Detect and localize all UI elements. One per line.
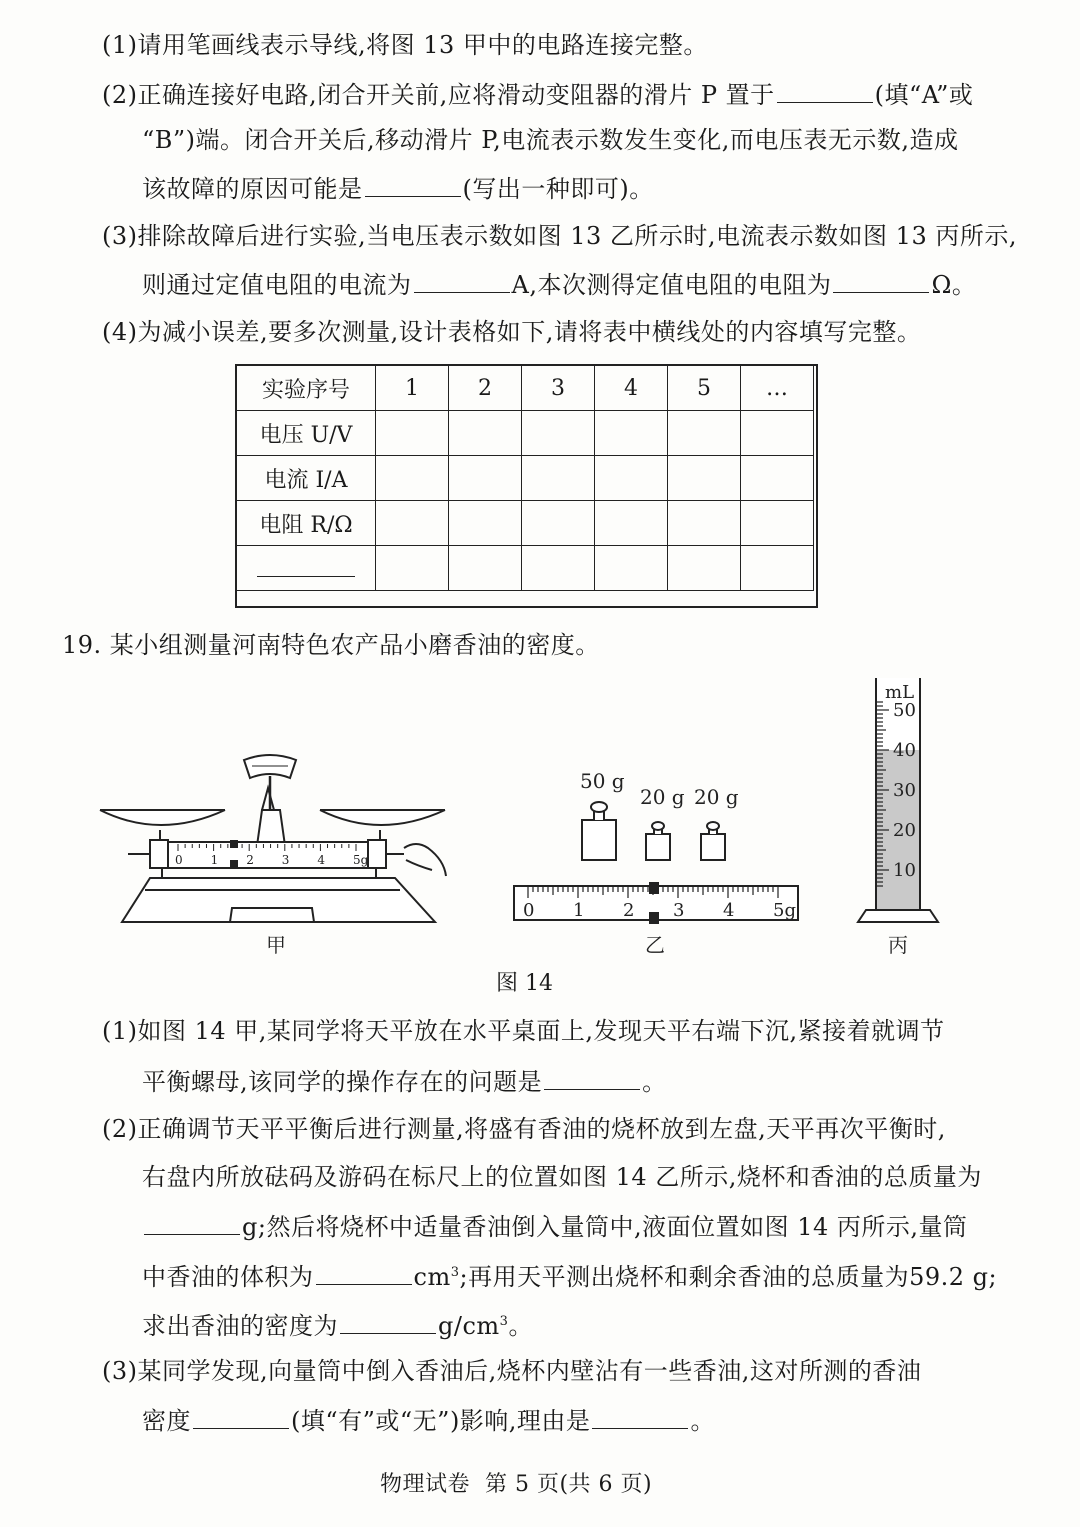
- balance-illustration: [100, 755, 446, 922]
- answer-blank-slider-end[interactable]: [777, 76, 873, 103]
- table-cell[interactable]: [376, 501, 449, 546]
- table-cell[interactable]: [595, 456, 668, 501]
- q19-stem: 19. 某小组测量河南特色农产品小磨香油的密度。: [62, 631, 600, 659]
- answer-blank-volume[interactable]: [316, 1258, 412, 1285]
- q19-part1-line2: [142, 1063, 667, 1099]
- table-cell[interactable]: [668, 501, 741, 546]
- ruler-tick-label: 4: [723, 900, 735, 921]
- superscript-3: 3: [499, 1314, 509, 1329]
- table-cell[interactable]: [522, 456, 595, 501]
- superscript-3: 3: [450, 1265, 460, 1280]
- table-cell[interactable]: [376, 411, 449, 456]
- q19-part2-text-g: 。: [508, 1312, 533, 1340]
- table-row-label-current: 电流 I/A: [237, 456, 376, 501]
- table-cell[interactable]: [449, 456, 522, 501]
- table-cell[interactable]: [595, 546, 668, 591]
- cylinder-tick-label: 50: [893, 700, 916, 721]
- figure-14: [0, 670, 1080, 1000]
- q19-part1-text-b: 。: [642, 1068, 667, 1096]
- table-cell[interactable]: [522, 501, 595, 546]
- table-cell[interactable]: [449, 411, 522, 456]
- balance-tick-label: 5g: [353, 853, 369, 867]
- table-col-5: 5: [668, 366, 741, 411]
- figure-label-b: 乙: [645, 933, 665, 957]
- table-col-1: 1: [376, 366, 449, 411]
- table-cell[interactable]: [741, 456, 814, 501]
- page-footer: 物理试卷 第 5 页(共 6 页): [380, 1472, 653, 1497]
- q19-part2-line3: [142, 1208, 968, 1244]
- q19-part2-line1: (2)正确调节天平平衡后进行测量,将盛有香油的烧杯放到左盘,天平再次平衡时,: [102, 1115, 946, 1143]
- answer-blank-effect[interactable]: [193, 1402, 289, 1429]
- q19-part2-line2: 右盘内所放砝码及游码在标尺上的位置如图 14 乙所示,烧杯和香油的总质量为: [142, 1163, 982, 1191]
- table-cell[interactable]: [449, 501, 522, 546]
- q19-part1-line1: (1)如图 14 甲,某同学将天平放在水平桌面上,发现天平右端下沉,紧接着就调节: [102, 1017, 945, 1045]
- q19-part3-line2: [142, 1402, 715, 1438]
- ruler-tick-label: 1: [573, 900, 585, 921]
- table-cell[interactable]: [668, 456, 741, 501]
- balance-rider: [230, 840, 238, 848]
- balance-tick-label: 0: [175, 853, 183, 867]
- q18-part3-text-b: A,本次测得定值电阻的电阻为: [511, 271, 832, 299]
- balance-tick-label: 1: [210, 853, 219, 867]
- q18-part2-line2: “B”)端。闭合开关后,移动滑片 P,电流表示数发生变化,而电压表无示数,造成: [142, 126, 959, 154]
- ruler-tick-label: 0: [523, 900, 535, 921]
- table-cell[interactable]: [376, 546, 449, 591]
- table-cell[interactable]: [668, 411, 741, 456]
- experiment-table: [236, 365, 814, 591]
- table-row: [237, 456, 814, 501]
- table-cell[interactable]: [741, 546, 814, 591]
- ruler-rider: [649, 882, 659, 894]
- q19-part3-text-c: 。: [690, 1407, 715, 1435]
- weights-illustration: [582, 802, 725, 860]
- answer-blank-total-mass[interactable]: [144, 1208, 240, 1235]
- table-cell[interactable]: [522, 411, 595, 456]
- table-cell[interactable]: [595, 501, 668, 546]
- answer-blank-density[interactable]: [340, 1307, 436, 1334]
- q19-part2-text-d: 中香油的体积为: [142, 1263, 314, 1291]
- answer-blank-row-label[interactable]: [257, 554, 355, 577]
- table-col-3: 3: [522, 366, 595, 411]
- q18-part2-text-b: (填“A”或: [874, 81, 974, 109]
- table-cell[interactable]: [741, 411, 814, 456]
- q19-part3-text-a: 密度: [142, 1407, 191, 1435]
- q19-part2-text-e: ;再用天平测出烧杯和剩余香油的总质量为59.2 g;: [459, 1263, 998, 1291]
- balance-tick-label: 2: [246, 853, 254, 867]
- table-row-label-blank[interactable]: [237, 546, 376, 591]
- table-cell[interactable]: [522, 546, 595, 591]
- cylinder-tick-label: 10: [893, 860, 916, 881]
- q18-part3-text-c: Ω。: [931, 271, 977, 299]
- weight-label-20g-1: 20 g: [640, 785, 685, 809]
- table-row: [237, 411, 814, 456]
- figure-caption: 图 14: [496, 971, 553, 996]
- balance-tick-label: 3: [281, 853, 290, 867]
- table-cell[interactable]: [668, 546, 741, 591]
- table-col-2: 2: [449, 366, 522, 411]
- cylinder-unit: mL: [885, 682, 915, 703]
- q19-part2-unit-cm: cm: [413, 1263, 451, 1291]
- ruler-tick-label: 2: [623, 900, 635, 921]
- table-col-more: …: [741, 366, 814, 411]
- q19-part2-line5: [142, 1305, 533, 1343]
- q19-part3-line1: (3)某同学发现,向量筒中倒入香油后,烧杯内壁沾有一些香油,这对所测的香油: [102, 1357, 922, 1385]
- table-row: [237, 546, 814, 591]
- table-row: [237, 501, 814, 546]
- figure-label-c: 丙: [888, 933, 908, 957]
- q19-part1-text-a: 平衡螺母,该同学的操作存在的问题是: [142, 1068, 543, 1096]
- q18-part2-line3: [142, 170, 654, 206]
- q18-part2-text-c: 该故障的原因可能是: [142, 175, 363, 203]
- table-row-label-voltage: 电压 U/V: [237, 411, 376, 456]
- table-col-4: 4: [595, 366, 668, 411]
- answer-blank-fault[interactable]: [365, 170, 461, 197]
- q18-part2-text-d: (写出一种即可)。: [462, 175, 654, 203]
- q18-part2-text-a: (2)正确连接好电路,闭合开关前,应将滑动变阻器的滑片 P 置于: [102, 81, 775, 109]
- weight-label-20g-2: 20 g: [694, 785, 739, 809]
- table-cell[interactable]: [449, 546, 522, 591]
- table-cell[interactable]: [741, 501, 814, 546]
- table-cell[interactable]: [595, 411, 668, 456]
- answer-blank-resistance[interactable]: [833, 266, 929, 293]
- q19-part3-text-b: (填“有”或“无”)影响,理由是: [291, 1407, 591, 1435]
- q19-part2-text-c: g;然后将烧杯中适量香油倒入量筒中,液面位置如图 14 丙所示,量筒: [242, 1213, 968, 1241]
- q18-part1: (1)请用笔画线表示导线,将图 13 甲中的电路连接完整。: [102, 31, 708, 59]
- q18-part4: (4)为减小误差,要多次测量,设计表格如下,请将表中横线处的内容填写完整。: [102, 318, 922, 346]
- table-header-label: 实验序号: [237, 366, 376, 411]
- q18-part3-line1: (3)排除故障后进行实验,当电压表示数如图 13 乙所示时,电流表示数如图 13 丙所示,: [102, 222, 1017, 250]
- balance-tick-label: 4: [317, 853, 326, 867]
- table-row-label-resistance: 电阻 R/Ω: [237, 501, 376, 546]
- q18-part3-line2: [142, 266, 976, 302]
- answer-blank-current[interactable]: [414, 266, 510, 293]
- cylinder-tick-label: 30: [893, 780, 916, 801]
- ruler-tick-label: 5g: [773, 900, 796, 921]
- table-cell[interactable]: [376, 456, 449, 501]
- q19-part2-line4: [142, 1256, 997, 1294]
- table-header-row: [237, 366, 814, 411]
- weight-label-50g: 50 g: [580, 769, 625, 793]
- figure-label-a: 甲: [266, 933, 286, 957]
- q19-part2-text-f: 求出香油的密度为: [142, 1312, 338, 1340]
- q18-part3-text-a: 则通过定值电阻的电流为: [142, 271, 412, 299]
- cylinder-tick-label: 40: [893, 740, 916, 761]
- ruler-tick-label: 3: [673, 900, 685, 921]
- cylinder-tick-label: 20: [893, 820, 916, 841]
- answer-blank-reason[interactable]: [592, 1402, 688, 1429]
- q18-part2-line1: [102, 76, 973, 112]
- balance-rider-lower: [230, 860, 238, 868]
- q19-part2-unit-gcm: g/cm: [438, 1312, 500, 1340]
- answer-blank-operation-problem[interactable]: [544, 1063, 640, 1090]
- ruler-rider-lower: [649, 912, 659, 924]
